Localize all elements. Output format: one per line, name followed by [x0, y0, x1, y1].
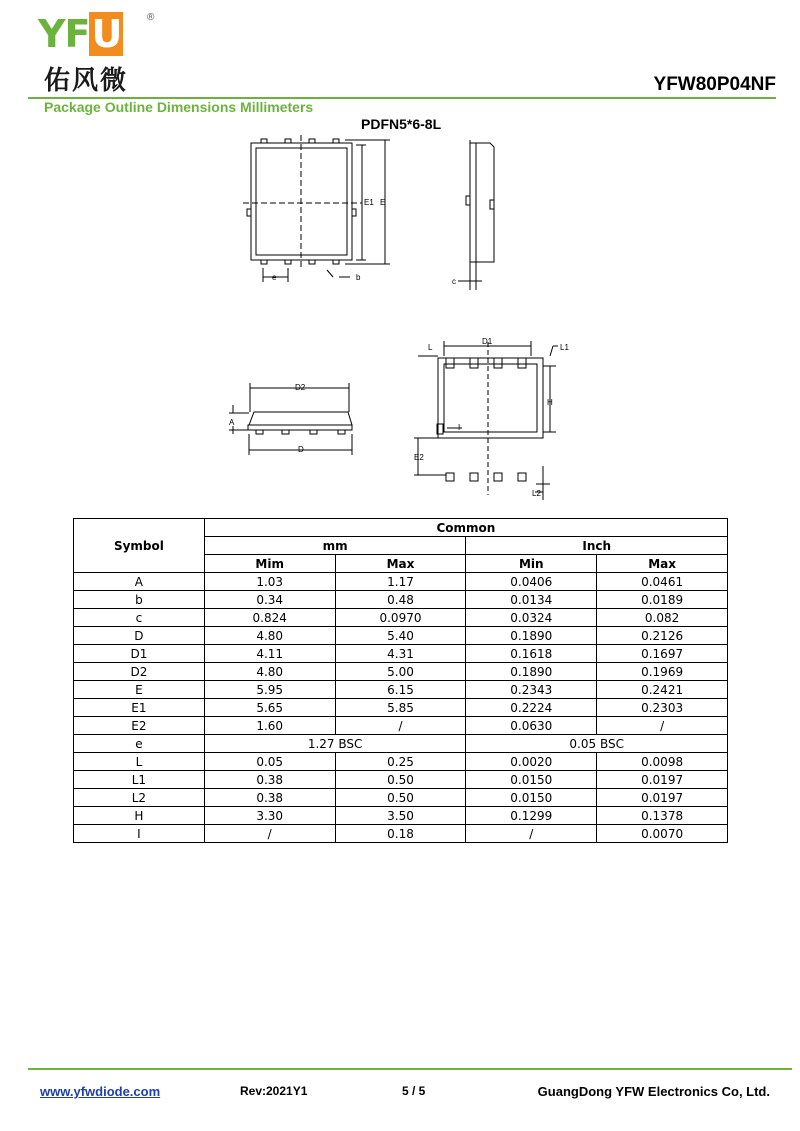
- cell-mm-min: 4.80: [204, 627, 335, 645]
- table-row: [74, 699, 728, 717]
- package-name: PDFN5*6-8L: [361, 116, 442, 132]
- cell-mm-max: 0.50: [335, 771, 466, 789]
- logo-u-letter: U: [91, 12, 122, 56]
- cell-mm-max: 3.50: [335, 807, 466, 825]
- cell-mm-min: 5.95: [204, 681, 335, 699]
- cell-inch-max: 0.0098: [597, 753, 728, 771]
- logo-letters: YF: [38, 12, 90, 56]
- cell-mm-min: 3.30: [204, 807, 335, 825]
- cell-inch-max: 0.082: [597, 609, 728, 627]
- cell-inch-max: 0.1378: [597, 807, 728, 825]
- cell-mm-min: 0.05: [204, 753, 335, 771]
- cell-mm-max: 0.48: [335, 591, 466, 609]
- row-symbol: D2: [74, 663, 205, 681]
- top-view: [243, 135, 390, 282]
- registered-mark: ®: [147, 12, 155, 23]
- package-outline-drawing: [0, 0, 800, 515]
- cell-mm-max: 6.15: [335, 681, 466, 699]
- cell-inch-min: 0.0630: [466, 717, 597, 735]
- table-row: [74, 627, 728, 645]
- website-link[interactable]: www.yfwdiode.com: [40, 1084, 161, 1099]
- cell-inch-max: 0.0197: [597, 789, 728, 807]
- inch-min-header: Min: [466, 555, 597, 573]
- cell-inch-max: /: [597, 717, 728, 735]
- inch-header: Inch: [466, 537, 728, 555]
- cell-inch-max: 0.0070: [597, 825, 728, 843]
- cell-inch-min: 0.0020: [466, 753, 597, 771]
- section-title: Package Outline Dimensions Millimeters: [44, 99, 314, 115]
- row-symbol: D1: [74, 645, 205, 663]
- footer-divider: [28, 1068, 792, 1070]
- cell-inch-max: 0.0189: [597, 591, 728, 609]
- cell-inch-min: 0.1890: [466, 627, 597, 645]
- cell-inch-max: 0.2421: [597, 681, 728, 699]
- row-symbol: b: [74, 591, 205, 609]
- logo-chinese-name: 佑风微: [44, 66, 129, 96]
- revision-label: Rev:2021Y1: [240, 1084, 308, 1098]
- cell-mm-min: 5.65: [204, 699, 335, 717]
- mm-header: mm: [204, 537, 466, 555]
- bottom-view: [414, 341, 558, 500]
- cell-inch-max: 0.0461: [597, 573, 728, 591]
- cell-mm-max: 0.25: [335, 753, 466, 771]
- table-row: [74, 681, 728, 699]
- row-symbol: L1: [74, 771, 205, 789]
- label-D2: D2: [295, 383, 306, 392]
- symbol-header: Symbol: [74, 519, 205, 573]
- cell-inch-max: 0.1969: [597, 663, 728, 681]
- cell-inch-max: 0.2303: [597, 699, 728, 717]
- table-row: [74, 771, 728, 789]
- cell-mm-max: 1.17: [335, 573, 466, 591]
- label-D: D: [298, 445, 304, 454]
- label-E2: E2: [414, 453, 424, 462]
- cell-inch-min: 0.0150: [466, 771, 597, 789]
- common-header: Common: [204, 519, 727, 537]
- cell-mm-min: 0.38: [204, 789, 335, 807]
- table-row: [74, 735, 728, 753]
- cell-mm-min: 4.11: [204, 645, 335, 663]
- label-L: L: [428, 343, 433, 352]
- cell-inch-min: 0.2224: [466, 699, 597, 717]
- cell-mm-min: 0.38: [204, 771, 335, 789]
- cell-mm-max: 0.0970: [335, 609, 466, 627]
- cell-mm-min: 0.824: [204, 609, 335, 627]
- cell-inch-min: 0.1618: [466, 645, 597, 663]
- row-symbol: H: [74, 807, 205, 825]
- label-L1: L1: [560, 343, 569, 352]
- row-symbol: I: [74, 825, 205, 843]
- cell-mm-min: 0.34: [204, 591, 335, 609]
- row-symbol: c: [74, 609, 205, 627]
- cell-inch-min: /: [466, 825, 597, 843]
- cell-inch-min: 0.0150: [466, 789, 597, 807]
- cell-mm-min: /: [204, 825, 335, 843]
- cell-mm-min: 4.80: [204, 663, 335, 681]
- table-row: [74, 609, 728, 627]
- cell-inch-bsc: 0.05 BSC: [466, 735, 728, 753]
- mm-max-header: Max: [335, 555, 466, 573]
- cell-mm-min: 1.03: [204, 573, 335, 591]
- cell-inch-min: 0.1299: [466, 807, 597, 825]
- company-name: GuangDong YFW Electronics Co, Ltd.: [537, 1084, 770, 1099]
- cell-inch-min: 0.0324: [466, 609, 597, 627]
- inch-max-header: Max: [597, 555, 728, 573]
- label-L2: L2: [532, 489, 541, 498]
- part-number: YFW80P04NF: [653, 74, 776, 95]
- row-symbol: E: [74, 681, 205, 699]
- cell-inch-max: 0.1697: [597, 645, 728, 663]
- label-A: A: [229, 418, 235, 427]
- label-b: b: [356, 273, 361, 282]
- cell-mm-min: 1.60: [204, 717, 335, 735]
- cell-inch-min: 0.0134: [466, 591, 597, 609]
- cell-mm-max: 5.00: [335, 663, 466, 681]
- label-D1: D1: [482, 337, 493, 346]
- cell-mm-max: 5.85: [335, 699, 466, 717]
- page-number: 5 / 5: [402, 1084, 426, 1098]
- row-symbol: L: [74, 753, 205, 771]
- table-row: [74, 753, 728, 771]
- cell-mm-bsc: 1.27 BSC: [204, 735, 466, 753]
- table-row: [74, 807, 728, 825]
- table-row: [74, 789, 728, 807]
- dimensions-table: [73, 518, 728, 843]
- cell-inch-min: 0.2343: [466, 681, 597, 699]
- mm-min-header: Mim: [204, 555, 335, 573]
- cell-mm-max: /: [335, 717, 466, 735]
- cell-mm-max: 4.31: [335, 645, 466, 663]
- label-c: c: [452, 277, 456, 286]
- cell-inch-min: 0.0406: [466, 573, 597, 591]
- label-E1: E1: [364, 198, 374, 207]
- label-e: e: [272, 273, 277, 282]
- cell-inch-min: 0.1890: [466, 663, 597, 681]
- cell-inch-max: 0.2126: [597, 627, 728, 645]
- row-symbol: E2: [74, 717, 205, 735]
- row-symbol: L2: [74, 789, 205, 807]
- row-symbol: e: [74, 735, 205, 753]
- front-view: [229, 383, 352, 455]
- side-view: [458, 140, 494, 290]
- cell-inch-max: 0.0197: [597, 771, 728, 789]
- row-symbol: D: [74, 627, 205, 645]
- row-symbol: A: [74, 573, 205, 591]
- table-row: [74, 645, 728, 663]
- label-E: E: [380, 198, 386, 207]
- cell-mm-max: 0.18: [335, 825, 466, 843]
- label-I: I: [458, 423, 461, 432]
- table-row: [74, 717, 728, 735]
- table-row: [74, 591, 728, 609]
- table-row: [74, 663, 728, 681]
- label-H: H: [547, 398, 553, 407]
- cell-mm-max: 0.50: [335, 789, 466, 807]
- table-row: [74, 573, 728, 591]
- table-row: [74, 825, 728, 843]
- row-symbol: E1: [74, 699, 205, 717]
- cell-mm-max: 5.40: [335, 627, 466, 645]
